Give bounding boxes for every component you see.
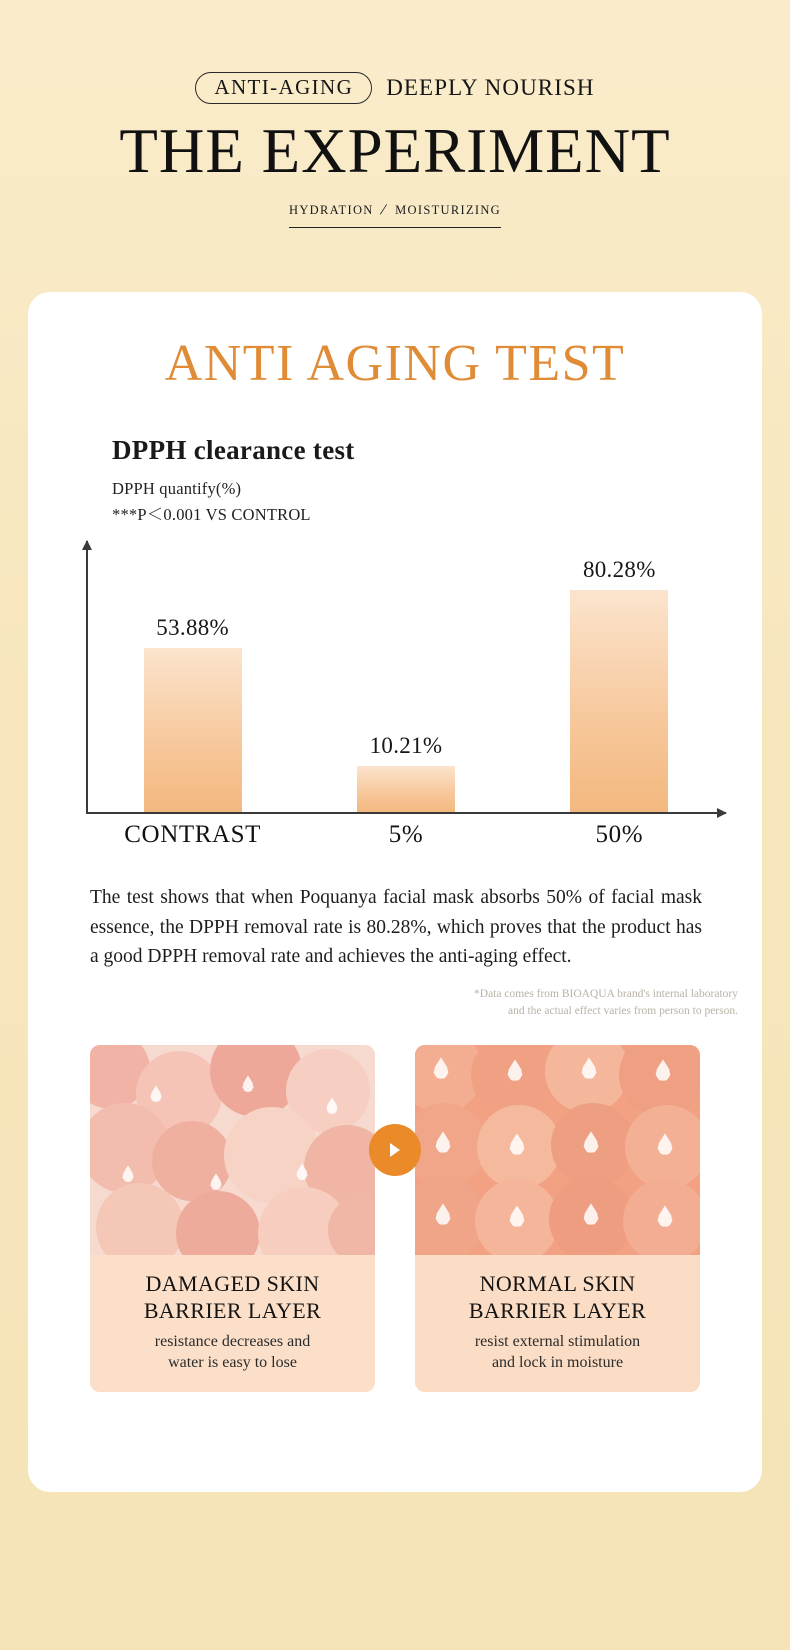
chart-significance-note: ***P＜0.001 VS CONTROL <box>112 504 311 524</box>
normal-desc-line-2: and lock in moisture <box>491 1353 624 1371</box>
anti-aging-badge: ANTI-AGING <box>195 72 372 104</box>
bar-group-contrast <box>86 541 299 812</box>
test-description: The test shows that when Poquanya facial mask absorbs 50% of facial mask essence, the DPPH removal rate is 80.28%, which proves that the product has a good DPPH removal rate and achieves the anti-aging effect. <box>90 887 702 968</box>
bar-5 <box>357 766 455 812</box>
damaged-skin-image <box>90 1045 375 1255</box>
skin-barrier-comparison <box>90 1045 700 1391</box>
bar-group-50 <box>513 541 726 812</box>
header-subtitle-row <box>289 200 501 228</box>
x-label-5: 5% <box>388 821 424 849</box>
chart-bars <box>86 541 726 812</box>
x-label-50: 50% <box>595 821 644 849</box>
bar-value-contrast: 53.88% <box>156 615 230 641</box>
page-header <box>0 0 790 228</box>
card-title: ANTI AGING TEST <box>164 335 626 392</box>
chart-x-labels <box>86 821 726 849</box>
footnote-line-1: *Data comes from BIOAQUA brand's internal laboratory <box>474 988 738 1000</box>
bar-50 <box>570 590 668 812</box>
dpph-bar-chart <box>28 535 762 855</box>
data-source-footnote <box>28 986 738 1019</box>
panel-normal-skin <box>415 1045 700 1391</box>
normal-title-line-1: NORMAL SKIN <box>479 1271 636 1297</box>
panel-damaged-skin <box>90 1045 375 1391</box>
subtitle-hydration: HYDRATION <box>289 202 374 217</box>
bar-value-5: 10.21% <box>369 733 443 759</box>
chart-x-axis <box>86 812 726 814</box>
bar-group-5 <box>299 541 512 812</box>
damaged-desc-line-2: water is easy to lose <box>168 1353 297 1371</box>
damaged-title-line-1: DAMAGED SKIN <box>145 1271 320 1297</box>
bar-value-50: 80.28% <box>582 557 656 583</box>
page-title: THE EXPERIMENT <box>119 116 671 186</box>
subtitle-moisturizing: MOISTURIZING <box>395 202 501 217</box>
comparison-arrow-icon <box>369 1124 421 1176</box>
chart-axis-note <box>112 476 762 527</box>
normal-desc-line-1: resist external stimulation <box>474 1333 641 1350</box>
subtitle-slash: / <box>379 199 390 220</box>
header-tagline: DEEPLY NOURISH <box>386 75 595 100</box>
chart-unit-label: DPPH quantify(%) <box>112 479 242 498</box>
footnote-line-2: and the actual effect varies from person to person. <box>507 1004 738 1017</box>
normal-title-line-2: BARRIER LAYER <box>468 1298 647 1324</box>
bar-contrast <box>144 648 242 812</box>
x-label-contrast: CONTRAST <box>124 821 262 849</box>
damaged-skin-caption <box>90 1255 375 1391</box>
chart-heading: DPPH clearance test <box>112 435 355 465</box>
damaged-title-line-2: BARRIER LAYER <box>143 1298 322 1324</box>
damaged-desc-line-1: resistance decreases and <box>154 1333 311 1350</box>
content-card <box>28 292 762 1492</box>
header-eyebrow <box>0 72 790 104</box>
normal-skin-image <box>415 1045 700 1255</box>
normal-skin-caption <box>415 1255 700 1391</box>
